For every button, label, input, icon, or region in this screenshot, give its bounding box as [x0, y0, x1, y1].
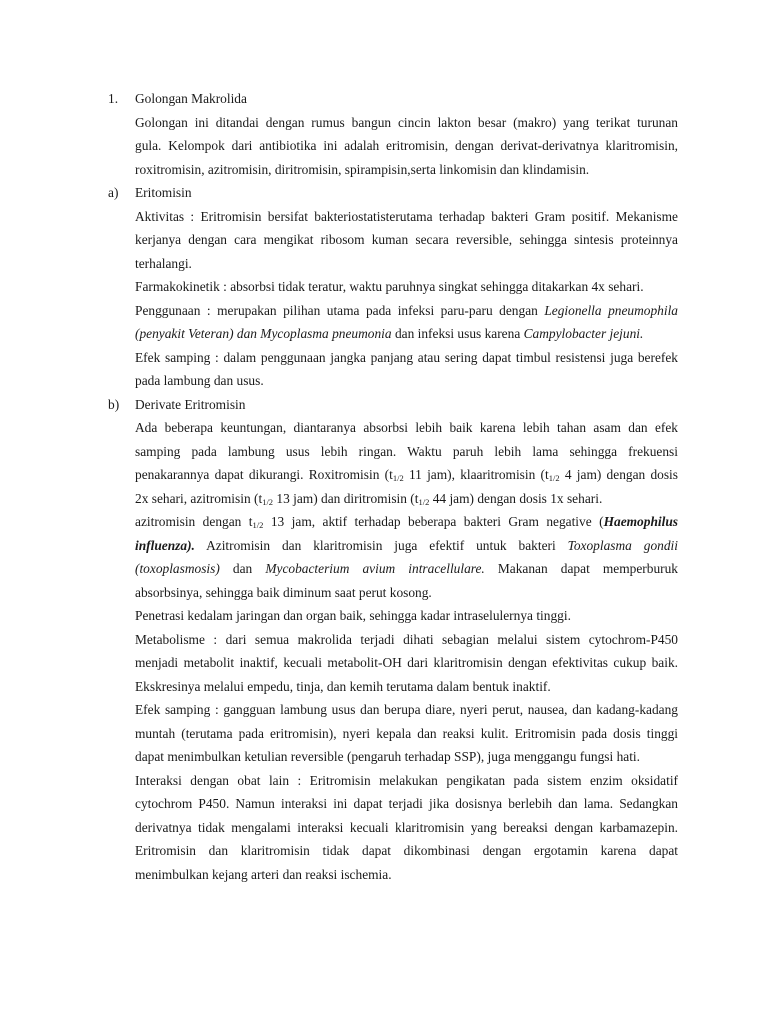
paragraph-line: kerjanya dengan cara mengikat ribosom kuman secara reversible, sehingga sintesis proteinnya	[135, 232, 678, 247]
section-marker: a)	[108, 185, 119, 200]
paragraph-line: Interaksi dengan obat lain : Eritromisin melakukan pengikatan pada sistem enzim oksidatif	[135, 772, 678, 788]
section-heading-derivate	[0, 393, 768, 417]
paragraph-line: Farmakokinetik : absorbsi tidak teratur, waktu paruhnya singkat sehingga ditakarkan 4x sehari.	[135, 279, 644, 294]
paragraph-line: Efek samping : dalam penggunaan jangka panjang atau sering dapat timbul resistensi juga berefek	[135, 349, 678, 365]
section-marker: b)	[108, 396, 120, 412]
paragraph-line: derivatnya tidak mengalami interaksi kecuali klaritromisin yang bereaksi dengan karbamazepin.	[135, 819, 678, 835]
section-title: Golongan Makrolida	[135, 91, 247, 106]
paragraph-line: gula. Kelompok dari antibiotika ini adalah eritromisin, dengan derivat-derivatnya klaritromisin,	[135, 138, 678, 153]
section-heading-eritomisin	[0, 181, 768, 205]
paragraph-line: menimbulkan kejang arteri dan reaksi ischemia.	[135, 866, 392, 882]
paragraph-line: Metabolisme : dari semua makrolida terjadi dihati sebagian melalui sistem cytochrom-P450	[135, 631, 678, 647]
paragraph-line: muntah (terutama pada eritromisin), nyeri kepala dan reaksi kulit. Eritromisin pada dosis tinggi	[135, 725, 678, 741]
paragraph-line: Aktivitas : Eritromisin bersifat bakteriostatisterutama terhadap bakteri Gram positif. Mekanisme	[135, 208, 678, 224]
paragraph-line: Ada beberapa keuntungan, diantaranya absorbsi lebih baik karena lebih tahan asam dan efek	[135, 420, 678, 435]
section-heading-makrolida	[0, 87, 768, 111]
paragraph-line: Eritromisin dan klaritromisin tidak dapat dikombinasi dengan ergotamin karena dapat	[135, 843, 678, 858]
paragraph-line: penakarannya dapat dikurangi. Roxitromisin ($t_{1/2}$ 11 jam), klaaritromisin ($t_{1/2}$ 4 jam) dengan dosis	[135, 467, 678, 483]
paragraph-line: Golongan ini ditandai dengan rumus bangun cincin lakton besar (makro) yang terikat turunan	[135, 114, 678, 130]
paragraph-line: Penggunaan : merupakan pilihan utama pada infeksi paru-paru dengan Legionella pneumophila	[135, 302, 678, 318]
paragraph-line: roxitromisin, azitromisin, diritromisin, spirampisin,serta linkomisin dan klindamisin.	[135, 161, 590, 177]
paragraph-line: absorbsinya, sehingga baik diminum saat perut kosong.	[135, 584, 432, 600]
section-number: 1.	[108, 91, 119, 106]
section-title: Eritomisin	[135, 185, 192, 200]
section-title: Derivate Eritromisin	[135, 396, 246, 412]
paragraph-line: 2x sehari, azitromisin ($t_{1/2}$ 13 jam) dan diritromisin ($t_{1/2}$ 44 jam) dengan dosis 1x sehari.	[135, 490, 603, 507]
paragraph-line: Efek samping : gangguan lambung usus dan berupa diare, nyeri perut, nausea, dan kadang-kadang	[135, 702, 678, 717]
paragraph-line: samping pada lambung usus lebih ringan. Waktu paruh lebih lama sehingga frekuensi	[135, 443, 678, 459]
paragraph-line: influenza). Azitromisin dan klaritromisin juga efektif untuk bakteri Toxoplasma gondii	[135, 537, 678, 553]
paragraph-line: menjadi metabolit inaktif, kecuali metabolit-OH dari klaritromisin dengan efektivitas cukup baik.	[135, 655, 678, 670]
paragraph-line: dapat menimbulkan ketulian reversible (pengaruh terhadap SSP), juga menggangu fungsi hati.	[135, 749, 640, 764]
paragraph-line: (toxoplasmosis) dan Mycobacterium avium intracellulare. Makanan dapat memperburuk	[135, 561, 679, 576]
paragraph-line: Penetrasi kedalam jaringan dan organ baik, sehingga kadar intraselulernya tinggi.	[135, 608, 571, 623]
paragraph-line: pada lambung dan usus.	[135, 373, 264, 388]
document-body	[0, 87, 768, 886]
paragraph-line: terhalangi.	[135, 255, 192, 271]
paragraph-line: azitromisin dengan $t_{1/2}$ 13 jam, aktif terhadap beberapa bakteri Gram negative (Haemophilus	[135, 514, 678, 530]
paragraph-line: (penyakit Veteran) dan Mycoplasma pneumonia dan infeksi usus karena Campylobacter jejuni.	[135, 326, 644, 341]
paragraph-line: cytochrom P450. Namun interaksi ini dapat terjadi jika dosisnya berlebih dan lama. Sedangkan	[135, 796, 678, 811]
paragraph-line: Ekskresinya melalui empedu, tinja, dan kemih terutama dalam bentuk inaktif.	[135, 678, 551, 694]
